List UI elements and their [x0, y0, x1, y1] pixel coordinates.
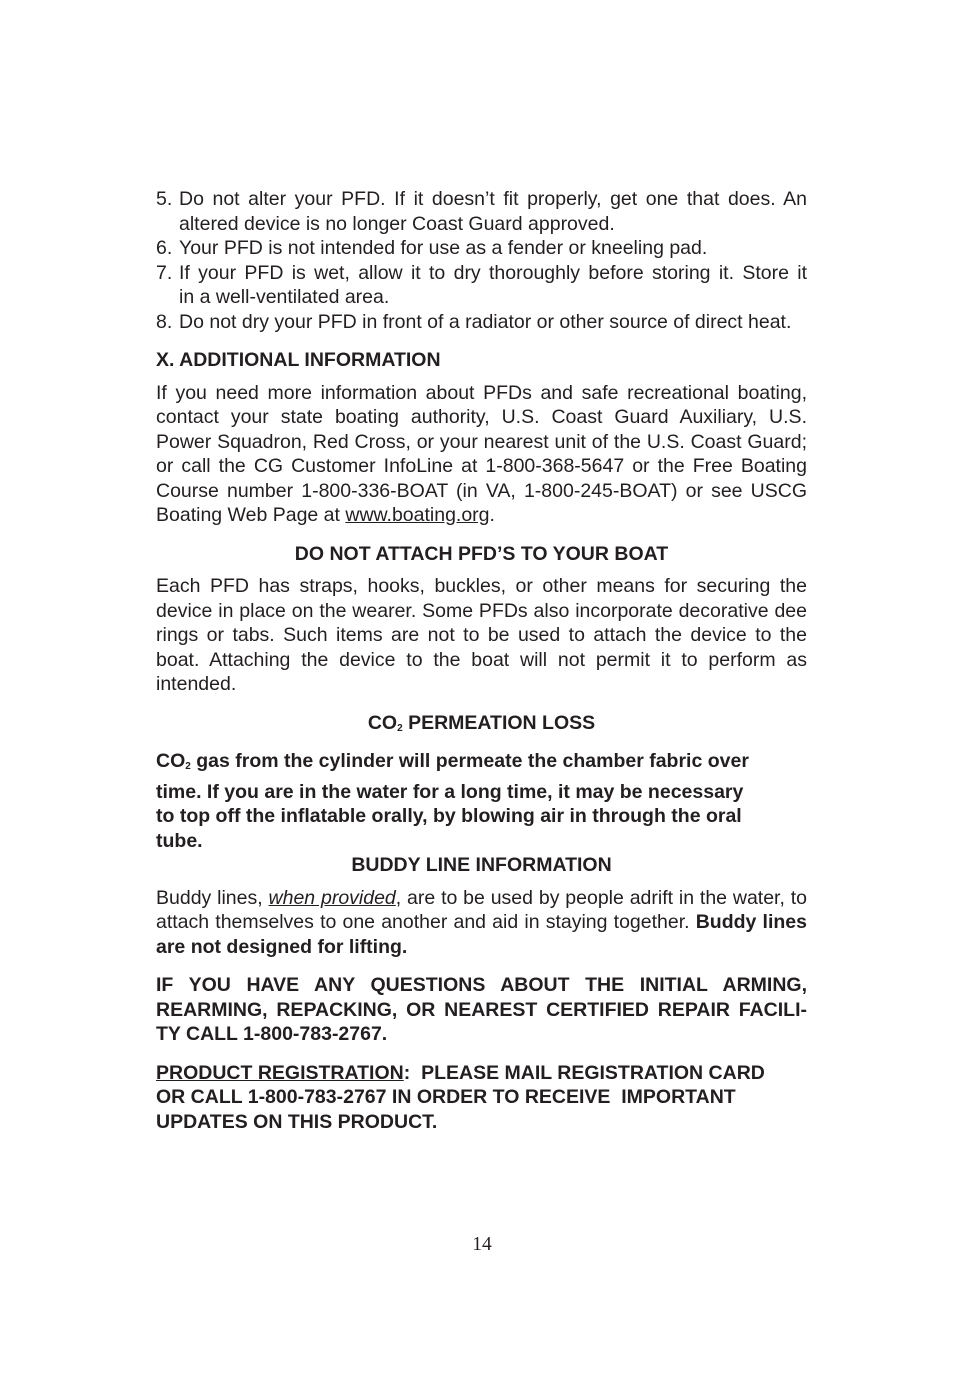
additional-info-end: . [489, 504, 495, 526]
list-number: 7. [156, 261, 173, 284]
buddy-text-middle: , are to be used by people adrift in the water, to attach themselves to one another and aid in staying together. [156, 886, 807, 933]
co2-heading-prefix: CO [367, 711, 398, 734]
list-item [156, 261, 807, 310]
buddy-text-start: Buddy lines, [156, 886, 269, 909]
list-text [179, 310, 807, 335]
buddy-text-bold: Buddy lines are not designed for lifting. [156, 911, 807, 958]
co2-heading-suffix: PERMEATION LOSS [402, 711, 596, 734]
co2-paragraph [156, 749, 807, 853]
care-list [156, 187, 807, 334]
registration-line: UPDATES ON THIS PRODUCT. [156, 1110, 438, 1133]
list-line: in a well-ventilated area. [179, 286, 390, 308]
attach-heading: DO NOT ATTACH PFD’S TO YOUR BOAT [294, 542, 669, 565]
list-number: 6. [156, 237, 173, 259]
co2-line: tube. [156, 829, 203, 852]
page-number: 14 [472, 1234, 492, 1255]
list-item [156, 310, 807, 335]
buddy-heading: BUDDY LINE INFORMATION [351, 854, 612, 876]
registration-colon: : [403, 1061, 422, 1084]
co2-body-subscript: 2 [185, 761, 191, 772]
buddy-paragraph [156, 886, 807, 960]
list-item [156, 187, 807, 236]
list-line: altered device is no longer Coast Guard approved. [179, 212, 615, 235]
registration-line [156, 1061, 807, 1086]
co2-heading [156, 711, 807, 742]
list-line: Do not dry your PFD in front of a radiator or other source of direct heat. [179, 310, 792, 333]
co2-body-prefix: CO [156, 750, 186, 772]
registration-text: PLEASE MAIL REGISTRATION CARD [421, 1061, 765, 1084]
co2-line: to top off the inflatable orally, by blowing air in through the oral [156, 805, 742, 827]
list-line: Do not alter your PFD. If it doesn’t fit properly, get one that does. An [179, 188, 807, 210]
list-line: If your PFD is wet, allow it to dry thoroughly before storing it. Store it [179, 261, 807, 284]
additional-info-paragraph [156, 381, 807, 528]
co2-line [156, 749, 807, 780]
page-content [156, 187, 807, 1134]
list-text [179, 236, 807, 261]
additional-info-text: If you need more information about PFDs and safe recreational boating, contact your state boating authority, U.S. Coast Guard Auxiliary, U.S. Power Squadron, Red Cross, or your nearest unit of the U.S. Coast Guard; or call the CG Customer InfoLine at 1-800-368-5647 or the Free Boating Course number 1-800-336-BOAT (in VA, 1-800-245-BOAT) or see USCG Boating Web Page at [156, 381, 807, 526]
list-text [179, 187, 807, 236]
list-item [156, 236, 807, 261]
registration-paragraph [156, 1061, 807, 1135]
co2-heading-subscript: 2 [397, 722, 403, 734]
registration-line: OR CALL 1-800-783-2767 IN ORDER TO RECEIVE IMPORTANT [156, 1086, 736, 1108]
attach-paragraph: Each PFD has straps, hooks, buckles, or other means for securing the device in place on the wearer. Some PFDs also incorporate decorative dee rings or tabs. Such items are not to be used to attach the device to the boat. Attaching the device to the boat will not permit it to perform as intended. [156, 575, 807, 695]
list-line: Your PFD is not intended for use as a fender or kneeling pad. [179, 237, 708, 259]
co2-body-text: gas from the cylinder will permeate the chamber fabric over [190, 750, 749, 772]
registration-label: PRODUCT REGISTRATION [156, 1061, 404, 1084]
questions-paragraph: IF YOU HAVE ANY QUESTIONS ABOUT THE INITIAL ARMING, REARMING, REPACKING, OR NEAREST CERTIFIED REPAIR FACILI-TY CALL 1-800-783-2767. [156, 974, 807, 1045]
list-number: 5. [156, 188, 173, 210]
section-heading: X. ADDITIONAL INFORMATION [156, 349, 441, 371]
list-text [179, 261, 807, 310]
boating-website-link[interactable]: www.boating.org [345, 504, 490, 526]
buddy-text-italic: when provided [268, 886, 396, 909]
list-number: 8. [156, 310, 173, 333]
co2-line: time. If you are in the water for a long time, it may be necessary [156, 780, 744, 803]
